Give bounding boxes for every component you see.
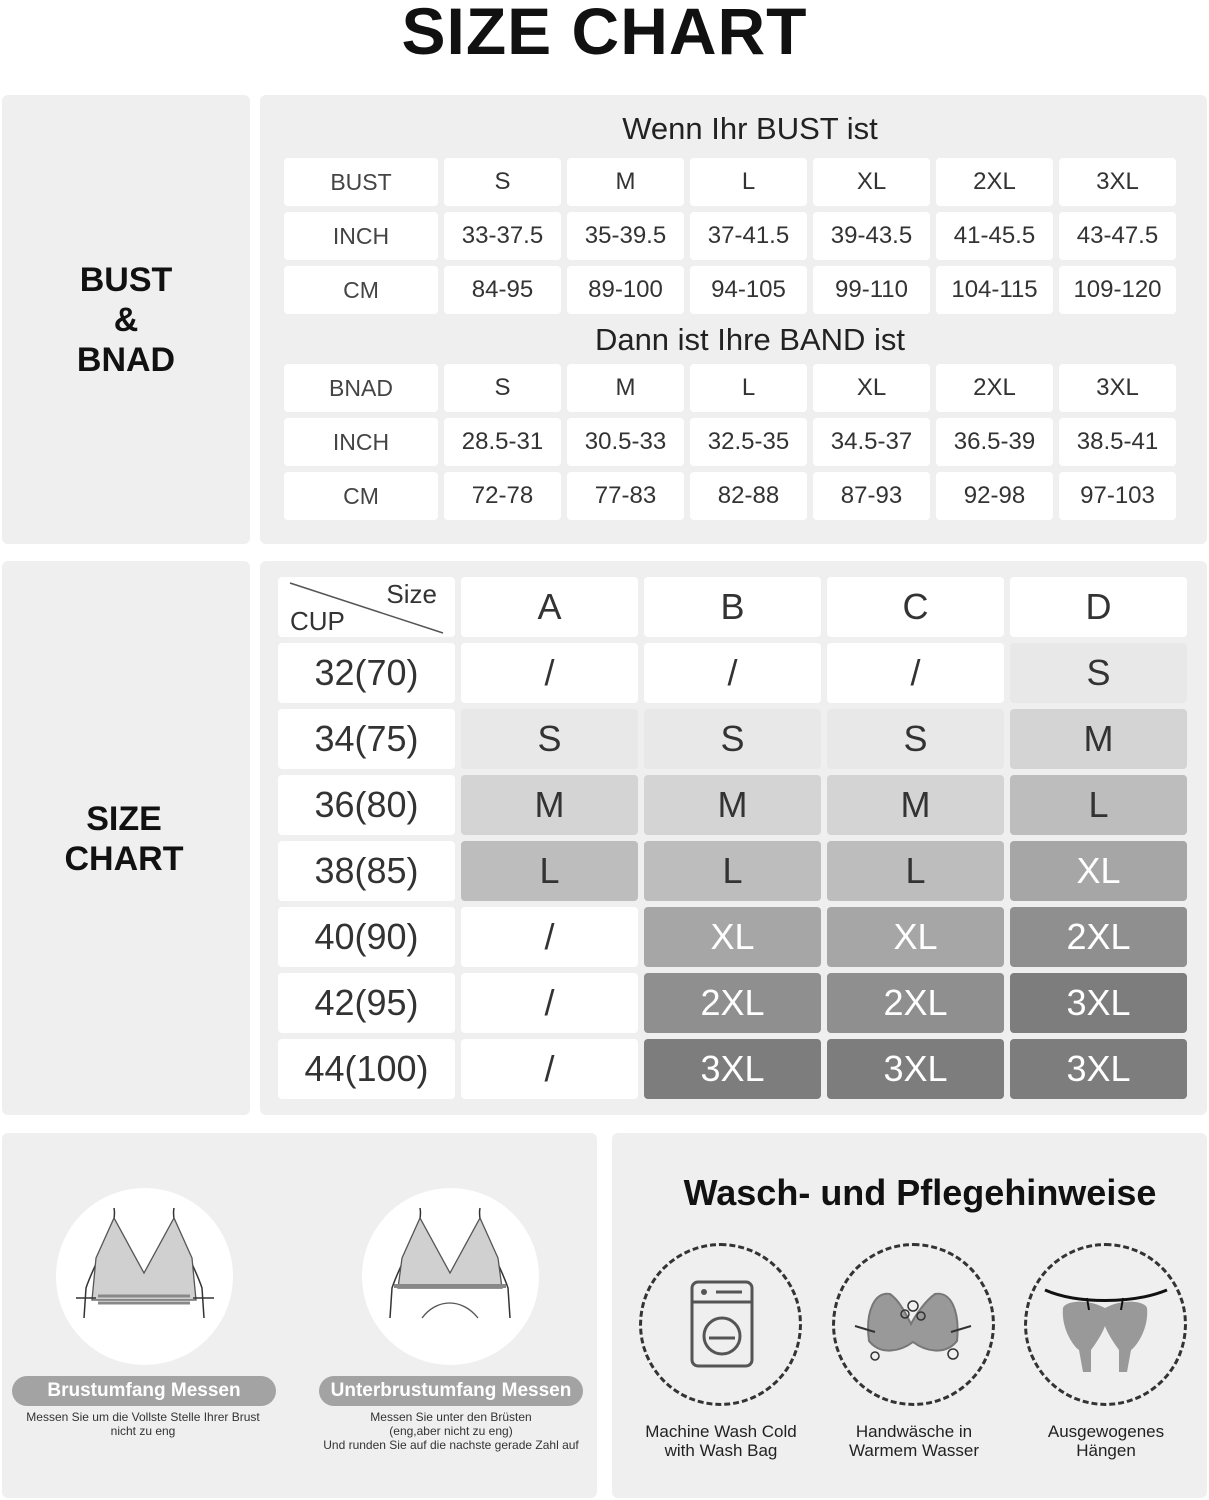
- size-cell: /: [644, 643, 821, 703]
- bust-cell: 35-39.5: [567, 212, 684, 260]
- size-cell: S: [827, 709, 1004, 769]
- size-cell: 2XL: [1010, 907, 1187, 967]
- band-cell: 34.5-37: [813, 418, 930, 466]
- band-table: [284, 364, 1176, 520]
- size-cell: L: [461, 841, 638, 901]
- band-cell: 87-93: [813, 472, 930, 520]
- corner-size-label: Size: [386, 579, 437, 609]
- band-cell: 32.5-35: [690, 418, 807, 466]
- size-cell: L: [827, 841, 1004, 901]
- washing-machine-icon: [639, 1243, 802, 1406]
- band-cell: S: [444, 364, 561, 412]
- bust-cell: M: [567, 158, 684, 206]
- size-cell: M: [644, 775, 821, 835]
- size-cell: XL: [827, 907, 1004, 967]
- band-cell: INCH: [284, 418, 438, 466]
- band-cell: L: [690, 364, 807, 412]
- bust-cell: XL: [813, 158, 930, 206]
- cup-column-header: B: [644, 577, 821, 637]
- band-cell: 92-98: [936, 472, 1053, 520]
- hang-dry-icon: [1024, 1243, 1187, 1406]
- bust-cell: 99-110: [813, 266, 930, 314]
- size-cell: XL: [1010, 841, 1187, 901]
- size-cup-corner: [278, 577, 455, 637]
- bust-cell: 33-37.5: [444, 212, 561, 260]
- care-title: Wasch- und Pflegehinweise: [683, 1172, 1157, 1213]
- size-cell: L: [1010, 775, 1187, 835]
- band-cell: 28.5-31: [444, 418, 561, 466]
- underbust-measure-label: Unterbrustumfang Messen: [319, 1376, 583, 1406]
- bust-cell: S: [444, 158, 561, 206]
- band-cell: 30.5-33: [567, 418, 684, 466]
- band-row-header: 44(100): [278, 1039, 455, 1099]
- band-row-header: 36(80): [278, 775, 455, 835]
- band-row-header: 38(85): [278, 841, 455, 901]
- bust-cell: 104-115: [936, 266, 1053, 314]
- size-cell: 2XL: [827, 973, 1004, 1033]
- band-row-header: 42(95): [278, 973, 455, 1033]
- bust-cell: 3XL: [1059, 158, 1176, 206]
- size-cell: M: [461, 775, 638, 835]
- cup-column-header: A: [461, 577, 638, 637]
- size-cell: /: [461, 973, 638, 1033]
- band-row-header: 40(90): [278, 907, 455, 967]
- band-cell: 72-78: [444, 472, 561, 520]
- size-cell: S: [644, 709, 821, 769]
- bust-cell: 37-41.5: [690, 212, 807, 260]
- bust-cell: 89-100: [567, 266, 684, 314]
- size-cell: /: [827, 643, 1004, 703]
- band-cell: 2XL: [936, 364, 1053, 412]
- care-label-hand-wash: Handwäsche in Warmem Wasser: [848, 1422, 979, 1460]
- band-cell: 3XL: [1059, 364, 1176, 412]
- cup-column-header: C: [827, 577, 1004, 637]
- size-cell: M: [827, 775, 1004, 835]
- bust-measure-label: Brustumfang Messen: [12, 1376, 276, 1406]
- bust-cell: 43-47.5: [1059, 212, 1176, 260]
- bust-cell: 94-105: [690, 266, 807, 314]
- bust-band-side-label: BUST & BNAD: [76, 261, 176, 379]
- hand-wash-icon: [832, 1243, 995, 1406]
- care-label-hang-dry: Ausgewogenes Hängen: [1047, 1422, 1165, 1460]
- corner-cup-label: CUP: [290, 606, 345, 636]
- band-cell: 82-88: [690, 472, 807, 520]
- page-title: SIZE CHART: [401, 0, 808, 68]
- size-chart-side-label: SIZE CHART: [64, 800, 184, 878]
- bust-cell: 2XL: [936, 158, 1053, 206]
- bust-cell: 109-120: [1059, 266, 1176, 314]
- size-cell: 3XL: [1010, 1039, 1187, 1099]
- underbust-measure-note: Messen Sie unter den Brüsten (eng,aber nicht zu eng) Und runden Sie auf die nachste gerade Zahl auf: [323, 1410, 579, 1452]
- size-chart-table: [278, 577, 1187, 1099]
- band-cell: 38.5-41: [1059, 418, 1176, 466]
- bust-cell: CM: [284, 266, 438, 314]
- band-row-header: 32(70): [278, 643, 455, 703]
- band-cell: 77-83: [567, 472, 684, 520]
- bust-cell: INCH: [284, 212, 438, 260]
- band-cell: 97-103: [1059, 472, 1176, 520]
- cup-column-header: D: [1010, 577, 1187, 637]
- band-cell: CM: [284, 472, 438, 520]
- band-heading: Dann ist Ihre BAND ist: [594, 322, 906, 357]
- size-cell: XL: [644, 907, 821, 967]
- band-cell: XL: [813, 364, 930, 412]
- bust-cell: 39-43.5: [813, 212, 930, 260]
- size-cell: 3XL: [1010, 973, 1187, 1033]
- underbust-measure-illustration: [362, 1188, 539, 1365]
- size-cell: /: [461, 1039, 638, 1099]
- band-row-header: 34(75): [278, 709, 455, 769]
- size-cell: 2XL: [644, 973, 821, 1033]
- size-cell: 3XL: [827, 1039, 1004, 1099]
- care-label-machine-wash: Machine Wash Cold with Wash Bag: [645, 1422, 797, 1460]
- bust-cell: BUST: [284, 158, 438, 206]
- band-cell: BNAD: [284, 364, 438, 412]
- bust-heading: Wenn Ihr BUST ist: [622, 111, 878, 146]
- bust-measure-illustration: [56, 1188, 233, 1365]
- bust-cell: L: [690, 158, 807, 206]
- size-cell: /: [461, 643, 638, 703]
- band-cell: M: [567, 364, 684, 412]
- bust-table: [284, 158, 1176, 314]
- band-cell: 36.5-39: [936, 418, 1053, 466]
- size-cell: S: [461, 709, 638, 769]
- size-cell: M: [1010, 709, 1187, 769]
- bra-bust-icon: [56, 1188, 233, 1365]
- size-cell: S: [1010, 643, 1187, 703]
- bust-cell: 84-95: [444, 266, 561, 314]
- size-cell: /: [461, 907, 638, 967]
- size-cell: L: [644, 841, 821, 901]
- size-cell: 3XL: [644, 1039, 821, 1099]
- bra-underbust-icon: [362, 1188, 539, 1365]
- bust-cell: 41-45.5: [936, 212, 1053, 260]
- bust-measure-note: Messen Sie um die Vollste Stelle Ihrer Brust nicht zu eng: [26, 1410, 260, 1438]
